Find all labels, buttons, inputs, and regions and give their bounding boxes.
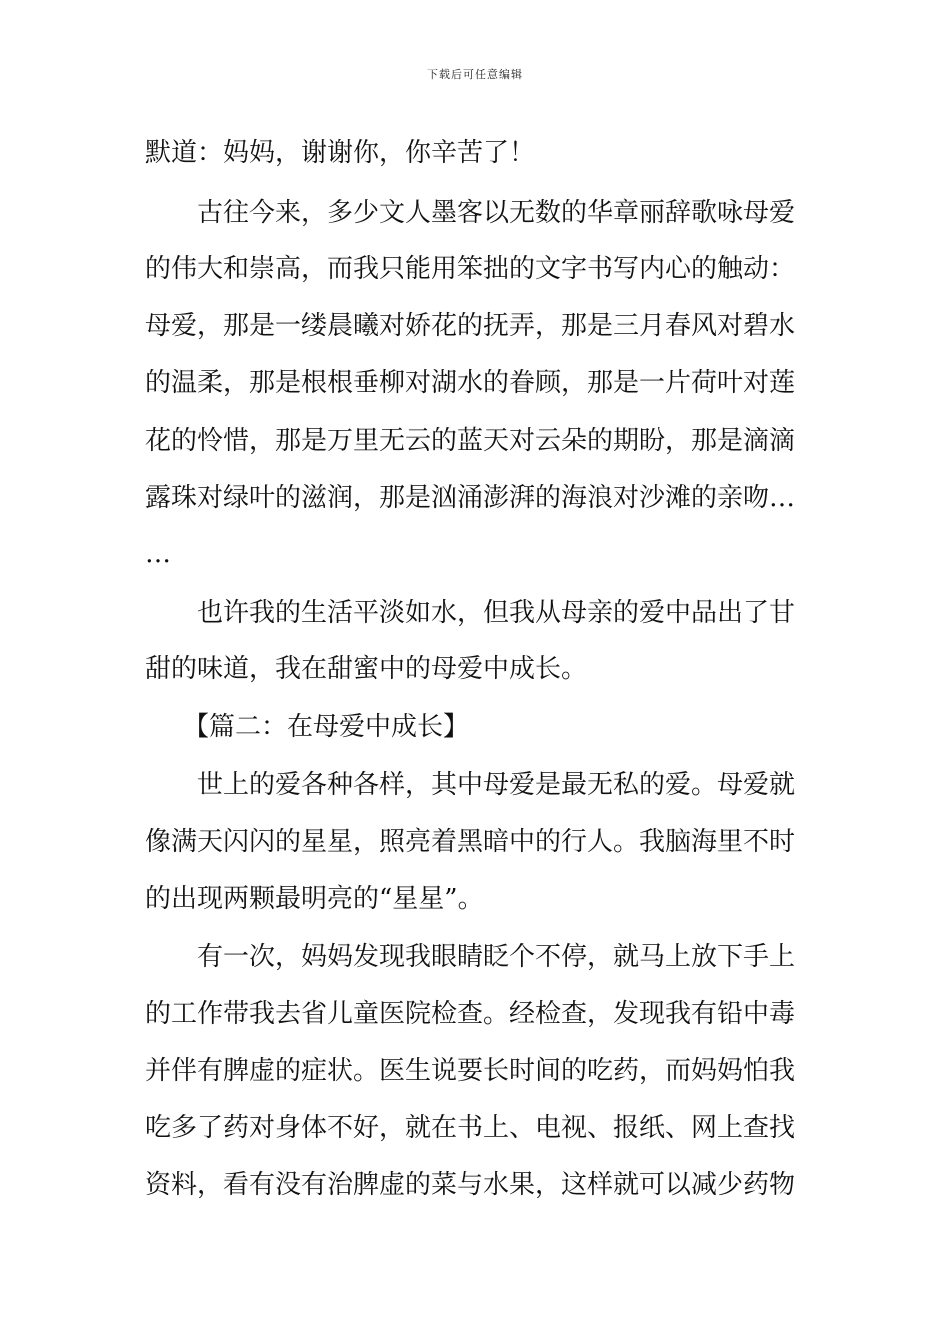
text-line: 资料，看有没有治脾虚的菜与水果，这样就可以减少药物 (145, 1170, 796, 1200)
text-line: 花的怜惜，那是万里无云的蓝天对云朵的期盼，那是滴滴 (145, 426, 796, 456)
text-line: 像满天闪闪的星星，照亮着黑暗中的行人。我脑海里不时 (145, 827, 796, 857)
text-line: 默道：妈妈，谢谢你，你辛苦了！ (145, 138, 536, 168)
text-line: … (145, 539, 171, 569)
text-line: 甜的味道，我在甜蜜中的母爱中成长。 (145, 654, 588, 684)
text-line: 露珠对绿叶的滋润，那是汹涌澎湃的海浪对沙滩的亲吻… (145, 483, 796, 513)
section-heading: 【篇二：在母爱中成长】 (183, 712, 470, 742)
text-line: 有一次，妈妈发现我眼睛眨个不停，就马上放下手上 (197, 942, 796, 972)
text-line: 的伟大和崇高，而我只能用笨拙的文字书写内心的触动： (145, 254, 796, 284)
text-line: 的温柔，那是根根垂柳对湖水的眷顾，那是一片荷叶对莲 (145, 368, 796, 398)
text-line: 古往今来，多少文人墨客以无数的华章丽辞歌咏母爱 (197, 198, 796, 228)
text-line: 吃多了药对身体不好，就在书上、电视、报纸、网上查找 (145, 1113, 796, 1143)
text-line: 的工作带我去省儿童医院检查。经检查，发现我有铅中毒 (145, 999, 796, 1029)
page-header: 下载后可任意编辑 (427, 68, 523, 81)
text-line: 并伴有脾虚的症状。医生说要长时间的吃药，而妈妈怕我 (145, 1056, 796, 1086)
text-line: 的出现两颗最明亮的“星星”。 (145, 884, 484, 914)
text-line: 母爱，那是一缕晨曦对娇花的抚弄，那是三月春风对碧水 (145, 311, 796, 341)
text-line: 世上的爱各种各样，其中母爱是最无私的爱。母爱就 (197, 770, 796, 800)
text-line: 也许我的生活平淡如水，但我从母亲的爱中品出了甘 (197, 598, 796, 628)
